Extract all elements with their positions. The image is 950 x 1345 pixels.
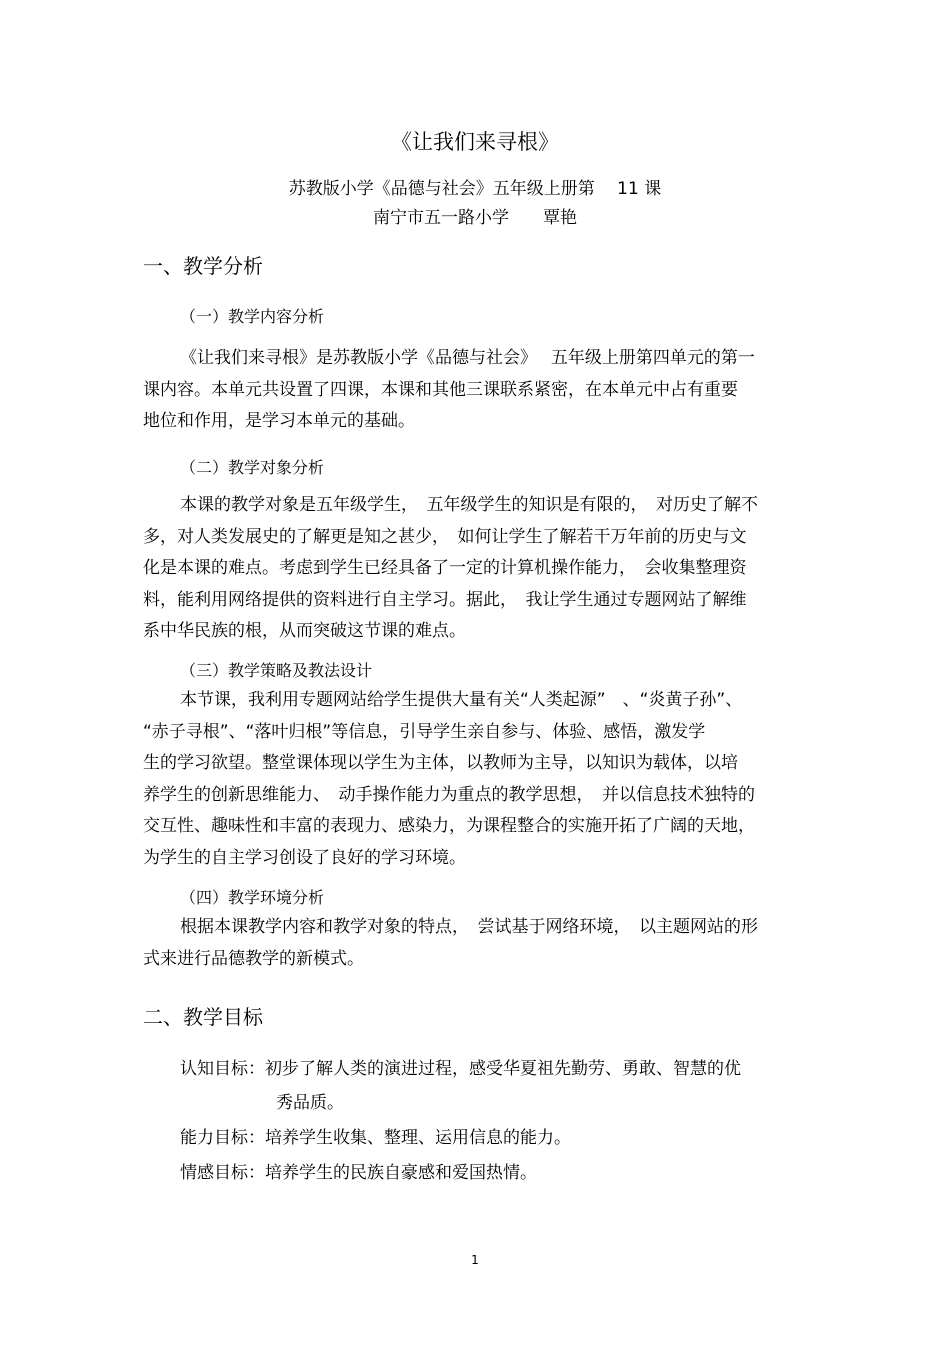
subsection-heading-environment: （四）教学环境分析 xyxy=(180,888,325,907)
paragraph-line: 生的学习欲望。整堂课体现以学生为主体，以教师为主导，以知识为载体，以培 xyxy=(143,753,738,773)
paragraph-line: 养学生的创新思维能力、 动手操作能力为重点的教学思想， 并以信息技术独特的 xyxy=(143,784,755,805)
document-subtitle-course: 苏教版小学《品德与社会》五年级上册第 11 课 xyxy=(288,179,662,199)
subsection-heading-content: （一）教学内容分析 xyxy=(180,307,325,326)
paragraph-content-analysis xyxy=(143,343,803,438)
document-subtitle-author: 南宁市五一路小学 覃艳 xyxy=(373,208,577,228)
objective-cognitive: 认知目标：初步了解人类的演进过程，感受华夏祖先勤劳、勇敢、智慧的优 xyxy=(180,1059,741,1079)
subsection-heading-strategy: （三）教学策略及教法设计 xyxy=(180,661,373,680)
paragraph-line: 本节课，我利用专题网站给学生提供大量有关“人类起源” 、“炎黄子孙”、 xyxy=(180,690,743,710)
paragraph-line: 交互性、趣味性和丰富的表现力、感染力，为课程整合的实施开拓了广阔的天地， xyxy=(143,816,755,836)
paragraph-line: 式来进行品德教学的新模式。 xyxy=(143,948,364,969)
document-title: 《让我们来寻根》 xyxy=(391,130,559,154)
paragraph-line: 系中华民族的根，从而突破这节课的难点。 xyxy=(143,621,466,641)
paragraph-line: 多，对人类发展史的了解更是知之甚少， 如何让学生了解若干万年前的历史与文 xyxy=(143,526,747,547)
page-number: 1 xyxy=(471,1253,479,1267)
paragraph-line: 《让我们来寻根》是苏教版小学《品德与社会》 五年级上册第四单元的第一 xyxy=(180,348,755,368)
paragraph-environment-analysis xyxy=(143,912,803,975)
paragraph-line: 根据本课教学内容和教学对象的特点， 尝试基于网络环境， 以主题网站的形 xyxy=(180,917,758,937)
paragraph-line: 为学生的自主学习创设了良好的学习环境。 xyxy=(143,847,466,868)
objective-cognitive-continued: 秀品质。 xyxy=(276,1093,344,1113)
subsection-heading-audience: （二）教学对象分析 xyxy=(180,458,325,477)
paragraph-line: 地位和作用，是学习本单元的基础。 xyxy=(143,411,415,431)
paragraph-line: 化是本课的难点。考虑到学生已经具备了一定的计算机操作能力， 会收集整理资 xyxy=(143,558,747,578)
paragraph-line: 料，能利用网络提供的资料进行自主学习。据此， 我让学生通过专题网站了解维 xyxy=(143,589,747,610)
objective-emotional: 情感目标：培养学生的民族自豪感和爱国热情。 xyxy=(180,1163,537,1183)
paragraph-line: 本课的教学对象是五年级学生， 五年级学生的知识是有限的， 对历史了解不 xyxy=(180,495,758,515)
paragraph-strategy-design xyxy=(143,685,803,874)
paragraph-audience-analysis xyxy=(143,490,803,648)
objective-ability: 能力目标：培养学生收集、整理、运用信息的能力。 xyxy=(180,1128,571,1148)
paragraph-line: 课内容。本单元共设置了四课，本课和其他三课联系紧密，在本单元中占有重要 xyxy=(143,379,738,400)
section-heading-analysis: 一、教学分析 xyxy=(143,254,263,278)
paragraph-line: “赤子寻根”、“落叶归根”等信息，引导学生亲自参与、体验、感悟，激发学 xyxy=(143,721,706,742)
section-heading-objectives: 二、教学目标 xyxy=(143,1005,263,1029)
